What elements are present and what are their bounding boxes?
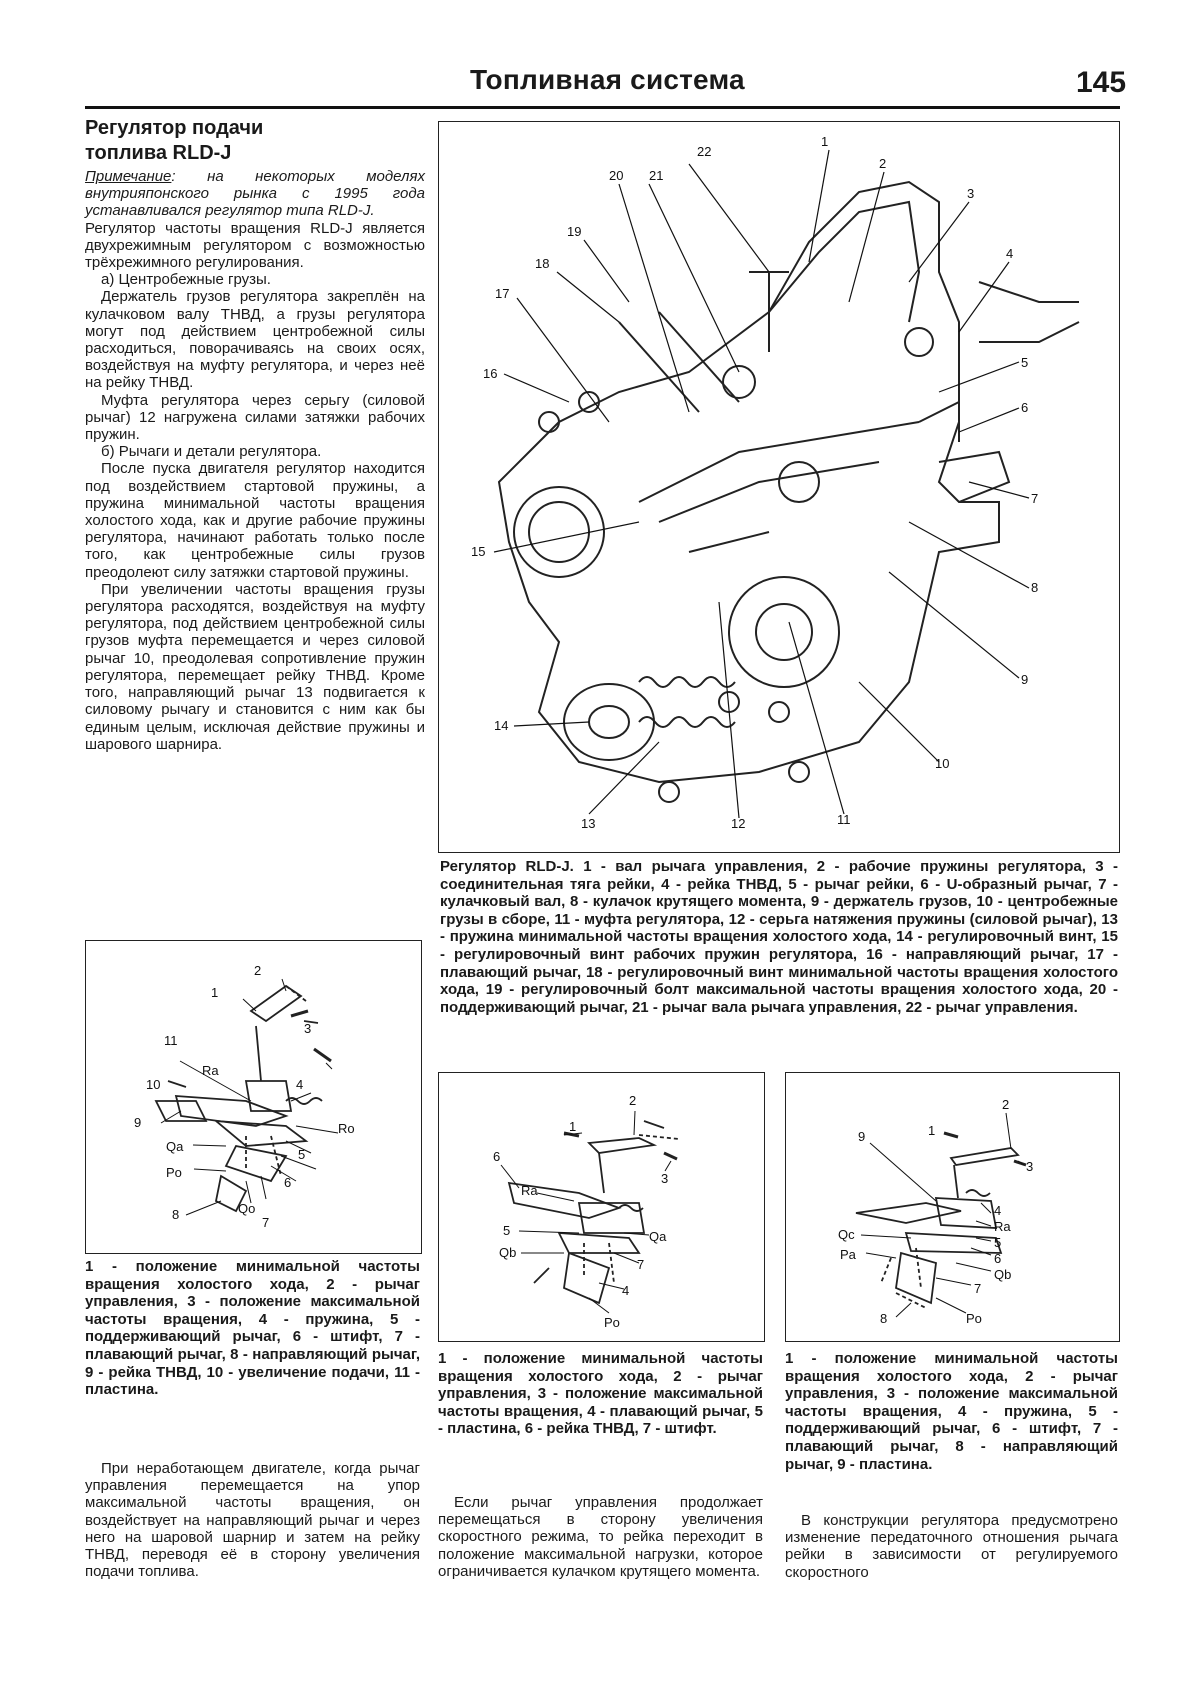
paragraph: Держатель грузов регулятора закреплён на кулачковом валу ТНВД, а грузы регулятора могут под действием центробежной силы расходиться, поворачиваясь на своих осях, воздействуя на муфту регулятора, и через неё на рейку ТНВД. — [85, 288, 425, 392]
fig-label: Qa — [166, 1139, 184, 1154]
paragraph: б) Рычаги и детали регулятора. — [101, 443, 322, 461]
paragraph: После пуска двигателя регулятор находится под воздействием стартовой пружины, а пружина минимальной частоты вращения холостого хода, как и другие рабочие пружины регулятора, начинают работать только после того, как центробежные силы грузов преодолеют силу затяжки стартовой пружины. — [85, 460, 425, 581]
note — [85, 168, 425, 220]
callout-label: 12 — [731, 816, 746, 831]
fig-label: 7 — [974, 1281, 982, 1296]
figure-right-drawing — [786, 1073, 1119, 1341]
callout-label: 20 — [609, 168, 624, 183]
running-header-title: Топливная система — [470, 64, 745, 95]
callout-label: 14 — [494, 718, 509, 733]
fig-label: 4 — [622, 1283, 630, 1298]
figure-left-drawing — [86, 941, 421, 1253]
figure-middle-caption: 1 - положение минимальной частоты вращения холостого хода, 2 - рычаг управления, 3 - положение максимальной частоты вращения, 4 - плавающий рычаг, 5 - пластина, 6 - рейка ТНВД, 7 - штифт. — [438, 1350, 763, 1438]
main-figure — [438, 121, 1120, 853]
fig-label: Qo — [238, 1201, 256, 1216]
fig-label: 5 — [298, 1147, 306, 1162]
note-label: Примечание — [85, 168, 172, 185]
fig-label: 5 — [994, 1235, 1002, 1250]
figure-right — [785, 1072, 1120, 1342]
callout-label: 4 — [1006, 246, 1014, 261]
paragraph: Муфта регулятора через серьгу (силовой рычаг) 12 нагружена силами затяжки рабочих пружин. — [85, 391, 425, 444]
fig-label: Ra — [202, 1063, 219, 1078]
figure-middle — [438, 1072, 765, 1342]
callout-label: 17 — [495, 286, 510, 301]
paragraph: При увеличении частоты вращения грузы регулятора расходятся, воздействуя на муфту регулятора, под действием центробежной силы грузов муфта перемещается и через силовой рычаг 10, преодолевая сопротивление пружин регулятора, перемещает рейку ТНВД. Кроме того, направляющий рычаг 13 подвигается к силовому рычагу и становится с ним как бы единым целым, исключая действие пружины и шарового шарнира. — [85, 580, 425, 753]
fig-label: 9 — [134, 1115, 142, 1130]
fig-label: Qb — [499, 1245, 517, 1260]
fig-label: 6 — [994, 1251, 1002, 1266]
paragraph: Регулятор частоты вращения RLD-J является двухрежимным регулятором с возможностью трёхрежимного регулирования. — [85, 219, 425, 272]
figure-right-caption: 1 - положение минимальной частоты вращения холостого хода, 2 - рычаг управления, 3 - положение максимальной частоты вращения, 4 - пружина, 5 - поддерживающий рычаг, 6 - штифт, 7 - плавающий рычаг, 8 - направляющий рычаг, 9 - пластина. — [785, 1350, 1118, 1473]
governor-drawing — [439, 122, 1119, 852]
paragraph: Если рычаг управления продолжает перемещаться в сторону увеличения скоростного режима, то рейка переходит в положение максимальной нагрузки, которое ограничивается кулачком крутящего момента. — [438, 1494, 763, 1580]
fig-label: 3 — [304, 1021, 312, 1036]
page-number: 145 — [1076, 66, 1127, 99]
fig-label: 6 — [284, 1175, 292, 1190]
fig-label: 7 — [637, 1257, 645, 1272]
callout-label: 10 — [935, 756, 950, 771]
fig-label: Qa — [649, 1229, 667, 1244]
callout-label: 18 — [535, 256, 550, 271]
fig-label: 9 — [858, 1129, 866, 1144]
fig-label: 2 — [254, 963, 262, 978]
callout-label: 15 — [471, 544, 486, 559]
fig-label: Qc — [838, 1227, 855, 1242]
middle-bottom-text — [438, 1494, 763, 1580]
fig-label: Po — [604, 1315, 620, 1330]
fig-label: Qb — [994, 1267, 1012, 1282]
callout-label: 16 — [483, 366, 498, 381]
main-figure-caption: Регулятор RLD-J. 1 - вал рычага управления, 2 - рабочие пружины регулятора, 3 - соединительная тяга рейки, 4 - рейка ТНВД, 5 - рычаг рейки, 6 - U-образный рычаг, 7 - кулачковый вал, 8 - кулачок крутящего момента, 9 - держатель грузов, 10 - центробежные грузы в сборе, 11 - муфта регулятора, 12 - серьга натяжения пружины (силовой рычаг), 13 - пружина минимальной частоты вращения холостого хода, 14 - регулировочный винт, 15 - регулировочный винт рабочих пружин регулятора, 16 - направляющий рычаг, 17 - плавающий рычаг, 18 - регулировочный винт минимальной частоты вращения холостого хода, 19 - регулировочный болт максимальной частоты вращения холостого хода, 20 - поддерживающий рычаг, 21 - рычаг вала рычага управления, 22 - рычаг управления. — [440, 858, 1118, 1016]
fig-label: 8 — [880, 1311, 888, 1326]
fig-label: Ro — [338, 1121, 355, 1136]
paragraph: а) Центробежные грузы. — [101, 271, 271, 289]
callout-label: 11 — [837, 812, 851, 827]
fig-label: 7 — [262, 1215, 270, 1230]
fig-label: 1 — [211, 985, 219, 1000]
fig-label: Po — [166, 1165, 182, 1180]
header-rule — [85, 106, 1120, 109]
callout-label: 8 — [1031, 580, 1039, 595]
fig-label: 3 — [661, 1171, 669, 1186]
left-column-text — [85, 168, 425, 753]
callout-label: 5 — [1021, 355, 1029, 370]
fig-label: Po — [966, 1311, 982, 1326]
fig-label: Pa — [840, 1247, 856, 1262]
callout-label: 1 — [821, 134, 829, 149]
fig-label: Ra — [521, 1183, 538, 1198]
fig-label: 2 — [629, 1093, 637, 1108]
fig-label: 5 — [503, 1223, 511, 1238]
right-bottom-text — [785, 1512, 1118, 1581]
fig-label: 3 — [1026, 1159, 1034, 1174]
left-bottom-text — [85, 1460, 420, 1580]
fig-label: 4 — [296, 1077, 304, 1092]
callout-label: 3 — [967, 186, 975, 201]
paragraph: В конструкции регулятора предусмотрено изменение передаточного отношения рычага рейки в зависимости от регулируемого скоростного — [785, 1512, 1118, 1581]
fig-label: 6 — [493, 1149, 501, 1164]
callout-label: 13 — [581, 816, 596, 831]
section-title-line1: Регулятор подачи — [85, 117, 264, 139]
paragraph: При неработающем двигателе, когда рычаг управления перемещается на упор максимальной частоты вращения, он воздействует на направляющий рычаг и через него на шаровой шарнир и затем на рейку ТНВД, переводя её в сторону увеличения подачи топлива. — [85, 1460, 420, 1581]
fig-label: 1 — [928, 1123, 936, 1138]
callout-label: 22 — [697, 144, 712, 159]
fig-label: 10 — [146, 1077, 161, 1092]
fig-label: 4 — [994, 1203, 1002, 1218]
fig-label: 11 — [164, 1033, 178, 1048]
callout-label: 9 — [1021, 672, 1029, 687]
callout-label: 7 — [1031, 491, 1039, 506]
fig-label: 1 — [569, 1119, 577, 1134]
figure-middle-drawing — [439, 1073, 764, 1341]
callout-label: 6 — [1021, 400, 1029, 415]
fig-label: Ra — [994, 1219, 1011, 1234]
fig-label: 2 — [1002, 1097, 1010, 1112]
section-title-line2: топлива RLD-J — [85, 142, 232, 164]
callout-label: 21 — [649, 168, 664, 183]
figure-left-caption: 1 - положение минимальной частоты вращения холостого хода, 2 - рычаг управления, 3 - положение максимальной частоты вращения, 4 - пружина, 5 - поддерживающий рычаг, 6 - штифт, 7 - плавающий рычаг, 8 - направляющий рычаг, 9 - рейка ТНВД, 10 - увеличение подачи, 11 - пластина. — [85, 1258, 420, 1399]
callout-label: 19 — [567, 224, 582, 239]
callout-label: 2 — [879, 156, 887, 171]
figure-left — [85, 940, 422, 1254]
fig-label: 8 — [172, 1207, 180, 1222]
note-text: : на некоторых моделях внутрияпонского рынка с 1995 года устанавливался регулятор типа RLD-J. — [85, 168, 425, 220]
section-title — [85, 116, 425, 166]
